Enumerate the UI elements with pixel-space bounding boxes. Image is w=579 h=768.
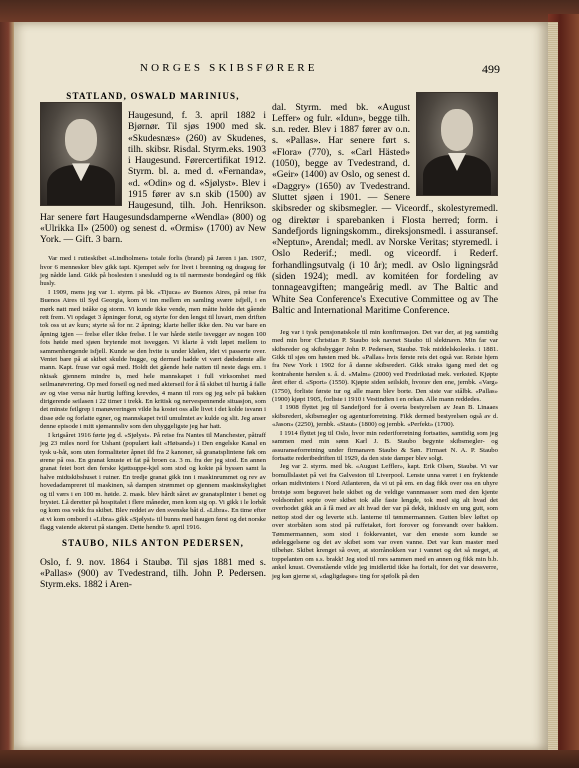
entry-paragraph: Jeg var i tysk pensjonatskole til min konfirmasjon. Det var der, at jeg samtidig med min bror Christian P. Staubo tok navnet Staubo til slektnavn. Min far var skibsreder og skibsbygger John P. Pedersen, Staubø. Tok middelskoleeks. i 1881. Gikk til sjøs om høsten med bk. «Pallas» hvis første reis det også var. Reiste hjem fra New York i 1902 for å danne skibsrederi. Gikk straks igang med det og kontrahente hørslen s. å. d. «Malm» (2000) ved Fredrikstad mek. verksted. Kjøpte året efter d. «Sport» (1550). Kjøpte siden seilskib, hvorav den ene, jernbk. «Varg» (1750), forliste første tur og alle mann blev borte. Den siste var stålbk. «Pallas» (1900) kjøpt 1905, forliste i 1910 i Vestindien i en orkan. Alle mann reddedes. [272, 328, 498, 404]
entry-name-staubo: STAUBO, NILS ANTON PEDERSEN, [61, 537, 245, 548]
entry-paragraph: I 1908 flyttet jeg til Sandefjord for å overta bestyrelsen av Jean B. Linaaes skibsrederi, skibsmegler og agenturforretning. Fikk dermed bestyrelsen også av d. «Jason» (2250), jernbk. «Staut» (1800) og jernbk. «Perfekt» (1700). [272, 404, 498, 429]
entry-name-statland: STATLAND, OSWALD MARINIUS, [66, 91, 240, 101]
portrait-face [441, 109, 473, 151]
portrait-face [65, 119, 97, 161]
book-binding [0, 22, 14, 750]
entry-lead-statland: Haugesund, f. 3. april 1882 i Bjørnør. Til sjøs 1900 med sk. «Skudesnæs» (260) av Skudenes, tilh. skibsr. Risdal. Styrm.eks. 1903 i Haugesund. Førercertifikat 1912. Styrm. bl. a. med d. «Fernanda», «d. «Odin» og d. «Sjølyst». Blev i 1915 fører av s.n skib (1500) av Haugesund, tilh. Joh. Henrikson. Har senere ført Haugesundsdamperne «Wendla» (800) og «Ulrikka II» (2500) og senest d. «Ormis» (1700) av New York. — Gift. 3 barn. [40, 110, 266, 246]
entry-paragraph: Jeg var 2. styrm. med bk. «August Leffler», kapt. Erik Olsen, Staubø. Vi var bomullslastet på vei fra Galveston til Liverpool. Lenste unna været i en fryktende orkan midtvinters i Nord Atlanteren, da vi ut på em. en dag fikk over oss en uhyre brotsjø som begravet hele skibet og de veldige vannmasser som med den kjente voldsomhet sopte over skibet tok alle faste lengde, tok med sig alt hvad det overhodet gikk an å få med av alt hvad der var på dekk, inklusiv en ung gutt, som nettop stod der og leverte st.b. lanterne til tømmermannen. Gutten blev løftet op over storbåten som stod på ruffetaket, fort forover og forsvandt over bakken. Tømmermannen, som stod i fokkevantet, var den eneste som kunde se ødeleggelsene og det av skibet som var oven vanne. Det var kun master med tilbehør. Skibet krenget så over, at storrånokken var i vannet og det så meget, at toppelanten om s.s. brakk! Jeg stod til rors sammen med en annen og fikk min b.b. ankel knust. Ovenstående vilde jeg imidlertid ikke ha fortalt, for det var dessverre, jeg kan gjerne si, «dagligdagse» ting for sjøfolk på den [272, 463, 498, 580]
entry-paragraph: Var med i rutieskibet «Lindholmen» totale forlis (brand) på Jæren i jan. 1907, hvor 6 mennesker blev gikk tapt. Kjempet selv for livet i brenning og dragsug før jeg nådde land. Gikk på hoslesten i snesludd og is til nærmeste bondegård og fikk husly. [40, 255, 266, 288]
page-number: 499 [482, 62, 500, 76]
portrait-statland [40, 102, 122, 206]
book-top-edge [0, 0, 579, 22]
page-header [40, 62, 500, 80]
entry-staubo [40, 539, 266, 591]
entry-paragraph: I 1914 flyttet jeg til Oslo, hvor min rederiforretning fortsattes, samtidig som jeg sammen med min sønn Karl J. B. Staubo begynte skibsmegler- og assuranseforretning under firmanavn Staubo & Søn. Firmaet N. A. P. Staubo fortsatte rederibedriften til 1929, da den siste damper blev solgt. [272, 429, 498, 462]
portrait-staubo [416, 92, 498, 196]
entry-paragraph: I 1909, mens jeg var 1. styrm. på bk. «Tijuca» av Buenos Aires, på reise fra Buenos Aires til Syd Georgia, kom vi inn mellem en samling svære isfjell, i en mørk natt med iståke og storm. Vi kunde ikke vende, men måtte holde det gående rett frem. Vi opdaget 3 åpninger forut, og styrte for den lengst til luvart, men driften tok oss ut av kurs; styrte så for nr. 2 åpning; klarte heller ikke den. Nu var bare en åpning igjen — frelse eller ikke frelse. I le var hårde steile isvegger av nogen 100 fots høide med sjøen brytende mot isveggen. Vi klarte å vidt løpet mellem to sammenhengende isfjell. Kunde se den hvite is under klølen, idet vi passerte over. Ventet bare på at skibet skulde hugge, og dermed hadde vi vært dødsdømte alle mann. Kapt. fruse var også med. Holdt det gående hele natten til neste dags em. i nkisak gjennem mindre is, med hele mannskapet i full virksomhet med seilmanøvrering. Op med forseil og ned med akterseil for å få skibet til hurtig å falle av og vise versa når hurtig luffing krevdes, 4 mann til rors og jeg selv på bakken dirigerende seilasen i 22 timer i trekk. En kritisk og nervespennende situasjon, som det minste feilgrep i manøvreringen vilde ha kostet oss alle livet i det kolde isvann i disse øde og forlatte egner, og mannskapet tviil umulmtet av kulde og slit. Jeg anser denne episode i mitt sjømannsliv som den uhyggeligste jeg har hatt. [40, 288, 266, 431]
running-title: NORGES SKIBSFØRERE [140, 62, 318, 74]
page-stack-edge [548, 22, 558, 750]
entry-paragraph: I krigsåret 1916 førte jeg d. «Sjølyst». På reise fra Nantes til Manchester, påtraff jeg 23 miles nord for Ushant (populært kalt «Høisand») i Den engelske Kanal en tysk u-båt, som uten formaliteter åpnet ild fra 2 kanoner, så granatsplintene føk om ørene på oss. En granat knuste et fat på broen ca. 3 m. fra der jeg stod. En annen granat feiet bort den ferske kjøttsuppe-kjel som stod og kokte på byssen samt la halve midtskibshuset i ruiner. En tredje granat gikk inn i maskinrummet og rev av hovedadampreret til maskinen, så dampen strømmet op gjennem maskinskylighet og til værs i en 100 m. høide. 2. mask. blev hårdt såret av granatsplinter i benet og brystet. Lå deretter på hospitalet i flere måneder, men kom sig op. Vi gikk i le lorbåt og kom oss vekk fra skibet. Blev reddet av den svenske båt d. «Libra». En time efter at vi kom ombord i «Libra» gikk «Sjølyst» til bunns med baugen først og det norske flagg vaiende akterut på stangen. Dette hendte 9. april 1916. [40, 431, 267, 532]
right-column [272, 92, 498, 581]
entry-lead-staubo: Oslo, f. 9. nov. 1864 i Staubø. Til sjøs 1881 med s. «Pallas» (900) av Tvedestrand, tilh. John P. Pedersen. Styrm.eks. 1882 i Aren- [40, 556, 266, 591]
book-bottom-edge [0, 750, 579, 768]
left-column [40, 92, 266, 600]
entry-lead-continued: dal. Styrm. med bk. «August Leffer» og fulr. «Idun», begge tilh. s.n. reder. Blev i 1887 fører av o.n. s. «Pallas». Har senere ført s. «Flora» (770), s. «Carl Hästed» (1050), begge av Tvedestrand, d. «Geir» (1400) av Oslo, og senest d. «Daggry» (1650) av Tvedestrand. Sluttet sjøen i 1901. — Senere skibsreder og skibsmegler. — Viceordf., skolestyremedl. og direktør i sparebanken i Flosta herred; form. i Sandefjords ligningskomm., direksjonsmedl. i assuransef. «Neptun», Arendal; medl. av Norske Veritas; styremedl. i Oslo Rederif.; medl. og viceordf. i Rederf. forhandlingsutvalg (i 10 år); medl. av Oslo ligningsråd (siden 1924); medl. av komitéen for fordeling av tonnageavgiften; mangeårig medl. av The Baltic and White Sea Conference's Executive Committee og av The Baltic and International Maritime Conference. [272, 101, 498, 316]
